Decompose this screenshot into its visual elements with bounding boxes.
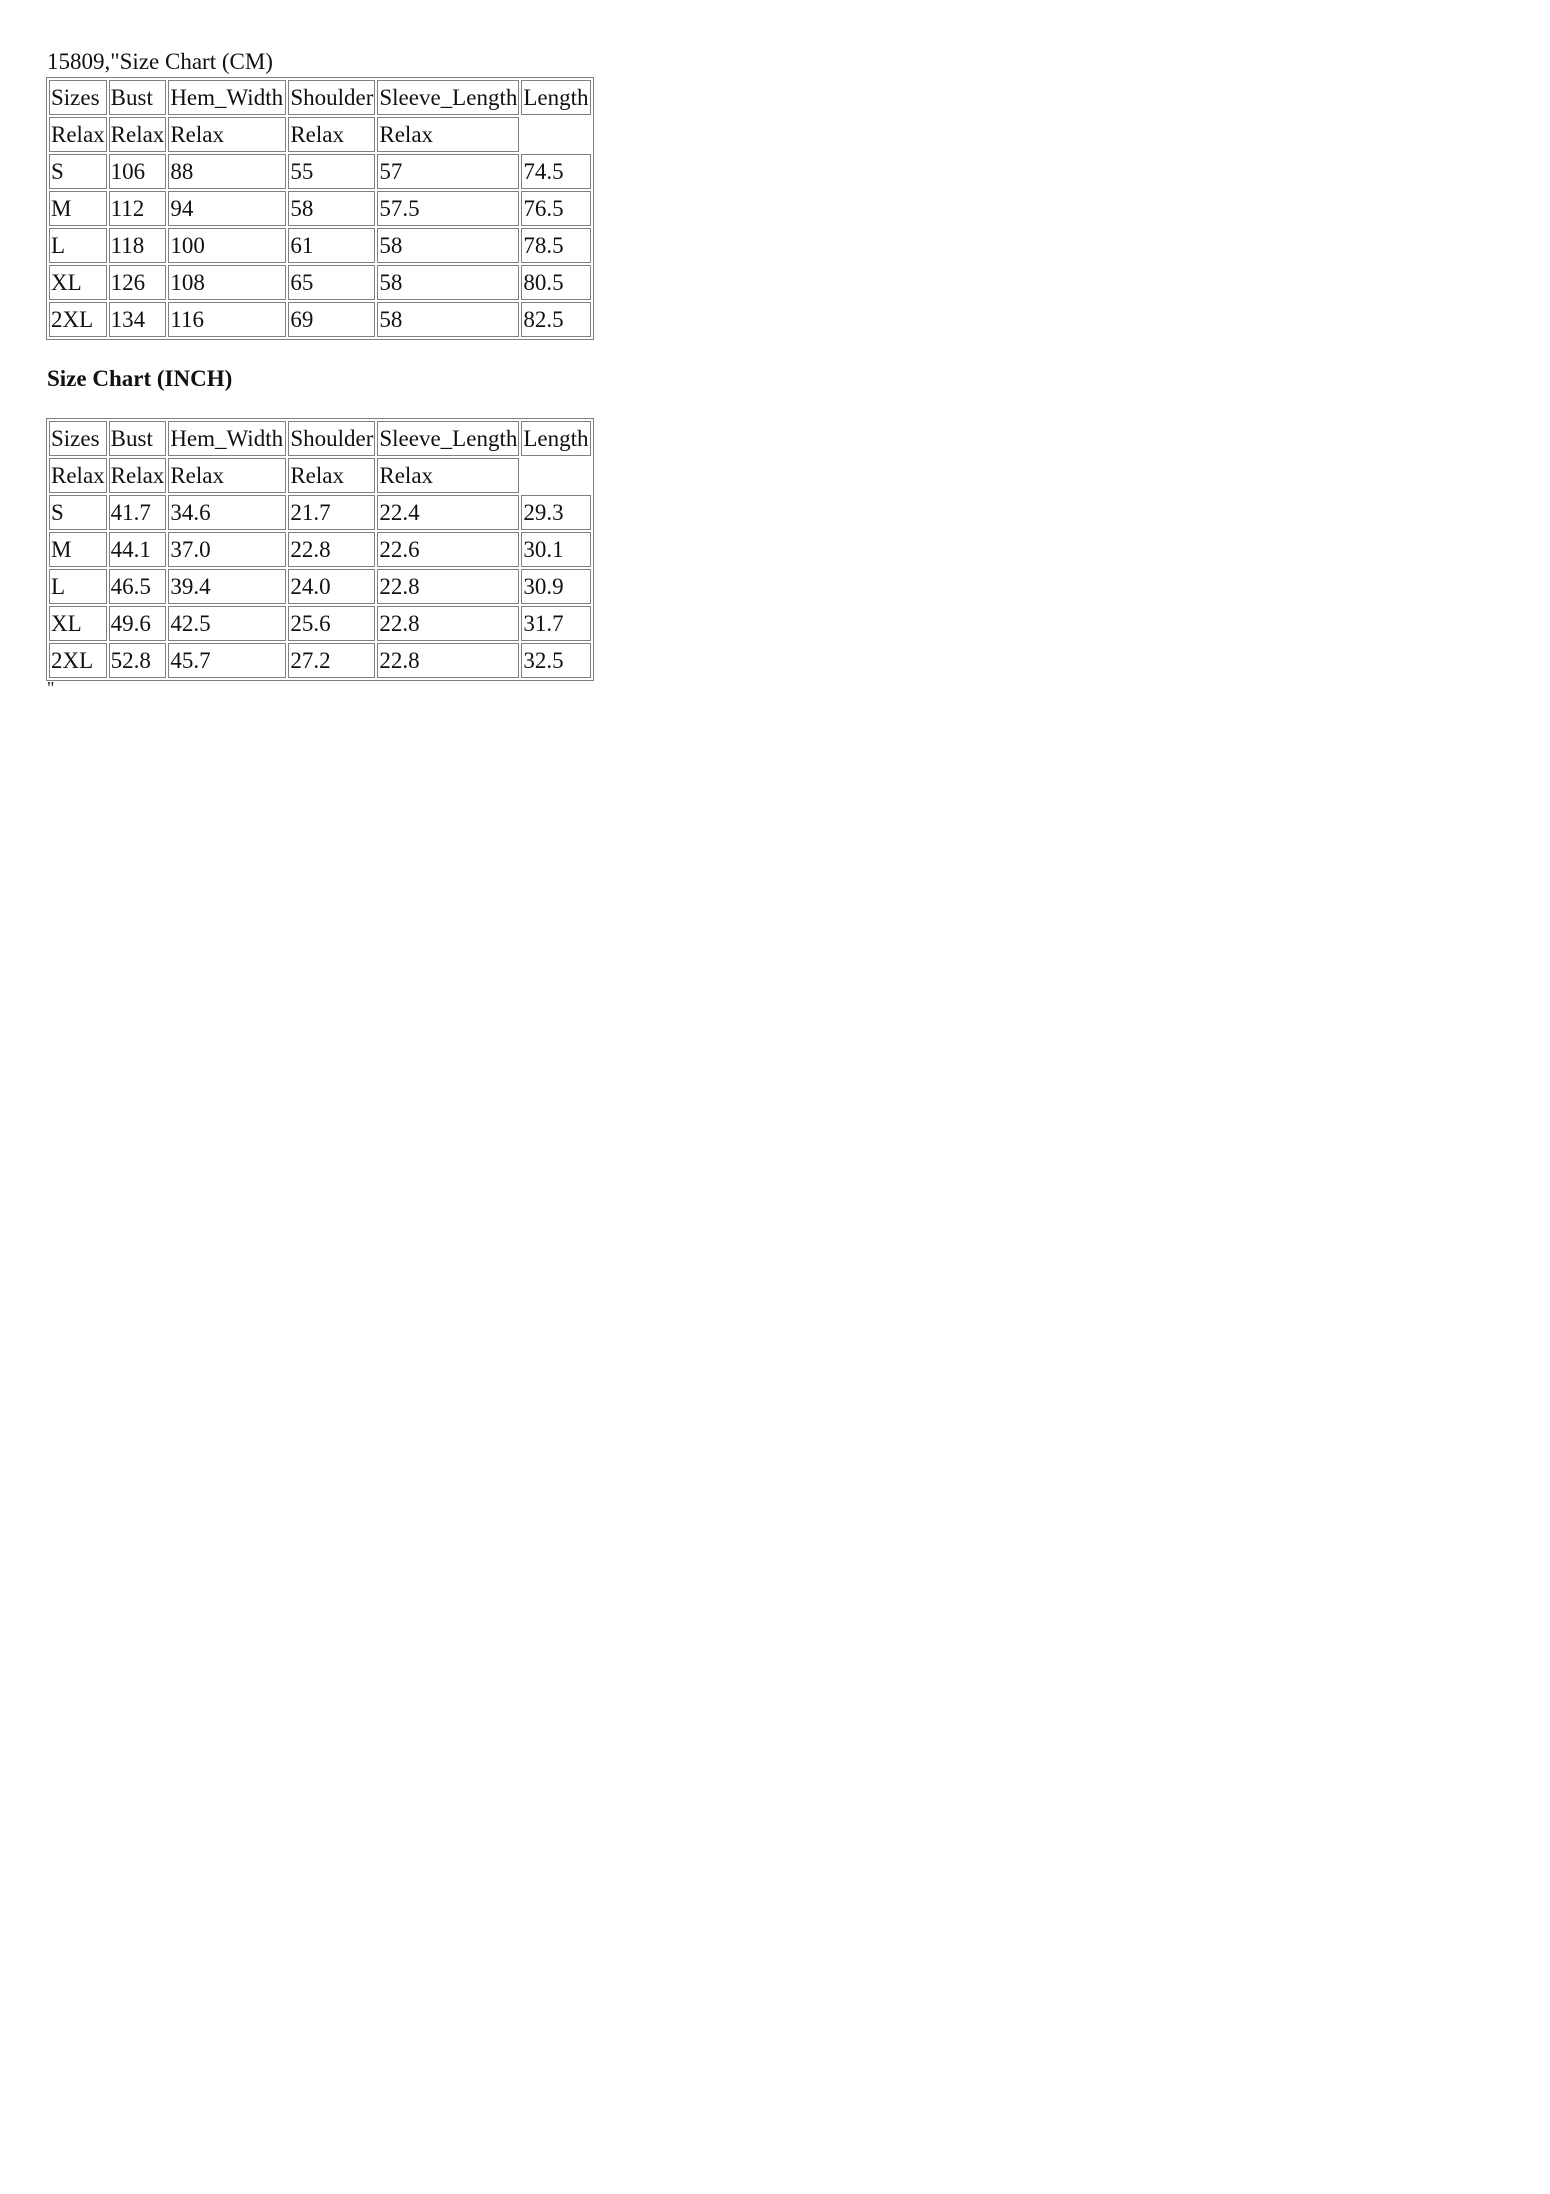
fit-cell: Relax: [168, 458, 286, 493]
shoulder-cell: 27.2: [288, 643, 375, 678]
hem-width-cell: 42.5: [168, 606, 286, 641]
hem-width-cell: 37.0: [168, 532, 286, 567]
shoulder-cell: 61: [288, 228, 375, 263]
table-header-row: [49, 421, 591, 456]
size-cell: M: [49, 191, 107, 226]
header-cell-sleeve-length: Sleeve_Length: [377, 421, 519, 456]
table-header-row: [49, 80, 591, 115]
fit-cell: Relax: [288, 458, 375, 493]
hem-width-cell: 39.4: [168, 569, 286, 604]
bust-cell: 118: [109, 228, 167, 263]
table-row: [49, 606, 591, 641]
sleeve-length-cell: 58: [377, 302, 519, 337]
hem-width-cell: 94: [168, 191, 286, 226]
sleeve-length-cell: 22.8: [377, 569, 519, 604]
length-cell: 82.5: [521, 302, 590, 337]
shoulder-cell: 21.7: [288, 495, 375, 530]
size-cell: XL: [49, 265, 107, 300]
length-cell: 32.5: [521, 643, 590, 678]
fit-row: [49, 117, 591, 152]
shoulder-cell: 25.6: [288, 606, 375, 641]
document-header: 15809,"Size Chart (CM): [47, 49, 273, 74]
length-cell: 31.7: [521, 606, 590, 641]
fit-cell: Relax: [377, 458, 519, 493]
size-cell: S: [49, 495, 107, 530]
fit-cell: Relax: [49, 458, 107, 493]
fit-cell: Relax: [288, 117, 375, 152]
shoulder-cell: 55: [288, 154, 375, 189]
header-cell-bust: Bust: [109, 80, 167, 115]
table-row: [49, 191, 591, 226]
fit-cell-empty: [521, 117, 590, 152]
size-cell: S: [49, 154, 107, 189]
header-cell-sizes: Sizes: [49, 421, 107, 456]
sleeve-length-cell: 57: [377, 154, 519, 189]
fit-cell: Relax: [49, 117, 107, 152]
length-cell: 78.5: [521, 228, 590, 263]
bust-cell: 41.7: [109, 495, 167, 530]
page-content: [47, 47, 594, 698]
fit-cell-empty: [521, 458, 590, 493]
shoulder-cell: 58: [288, 191, 375, 226]
header-cell-hem-width: Hem_Width: [168, 80, 286, 115]
hem-width-cell: 100: [168, 228, 286, 263]
table-row: [49, 569, 591, 604]
header-cell-shoulder: Shoulder: [288, 421, 375, 456]
table-row: [49, 154, 591, 189]
size-chart-inch-table: [46, 418, 594, 681]
fit-cell: Relax: [109, 458, 167, 493]
bust-cell: 134: [109, 302, 167, 337]
table-row: [49, 302, 591, 337]
bust-cell: 44.1: [109, 532, 167, 567]
length-cell: 74.5: [521, 154, 590, 189]
hem-width-cell: 34.6: [168, 495, 286, 530]
table-row: [49, 643, 591, 678]
fit-row: [49, 458, 591, 493]
sleeve-length-cell: 22.6: [377, 532, 519, 567]
shoulder-cell: 69: [288, 302, 375, 337]
fit-cell: Relax: [377, 117, 519, 152]
length-cell: 30.9: [521, 569, 590, 604]
size-cell: L: [49, 228, 107, 263]
table-row: [49, 228, 591, 263]
bust-cell: 126: [109, 265, 167, 300]
header-cell-shoulder: Shoulder: [288, 80, 375, 115]
size-cell: XL: [49, 606, 107, 641]
sleeve-length-cell: 22.8: [377, 606, 519, 641]
length-cell: 29.3: [521, 495, 590, 530]
bust-cell: 52.8: [109, 643, 167, 678]
hem-width-cell: 108: [168, 265, 286, 300]
length-cell: 80.5: [521, 265, 590, 300]
header-cell-length: Length: [521, 80, 590, 115]
hem-width-cell: 88: [168, 154, 286, 189]
bust-cell: 112: [109, 191, 167, 226]
size-cell: 2XL: [49, 302, 107, 337]
sleeve-length-cell: 58: [377, 265, 519, 300]
header-cell-length: Length: [521, 421, 590, 456]
table-row: [49, 495, 591, 530]
sleeve-length-cell: 58: [377, 228, 519, 263]
size-cell: M: [49, 532, 107, 567]
header-cell-hem-width: Hem_Width: [168, 421, 286, 456]
bust-cell: 106: [109, 154, 167, 189]
shoulder-cell: 65: [288, 265, 375, 300]
fit-cell: Relax: [168, 117, 286, 152]
table-row: [49, 265, 591, 300]
length-cell: 30.1: [521, 532, 590, 567]
size-chart-cm-table: [46, 77, 594, 340]
hem-width-cell: 116: [168, 302, 286, 337]
sleeve-length-cell: 22.4: [377, 495, 519, 530]
sleeve-length-cell: 57.5: [377, 191, 519, 226]
inch-section-title: Size Chart (INCH): [47, 366, 233, 391]
sleeve-length-cell: 22.8: [377, 643, 519, 678]
table-row: [49, 532, 591, 567]
hem-width-cell: 45.7: [168, 643, 286, 678]
header-cell-sizes: Sizes: [49, 80, 107, 115]
length-cell: 76.5: [521, 191, 590, 226]
header-cell-bust: Bust: [109, 421, 167, 456]
size-cell: L: [49, 569, 107, 604]
shoulder-cell: 22.8: [288, 532, 375, 567]
bust-cell: 46.5: [109, 569, 167, 604]
fit-cell: Relax: [109, 117, 167, 152]
header-cell-sleeve-length: Sleeve_Length: [377, 80, 519, 115]
bust-cell: 49.6: [109, 606, 167, 641]
size-cell: 2XL: [49, 643, 107, 678]
shoulder-cell: 24.0: [288, 569, 375, 604]
trailing-quote: ": [47, 678, 55, 698]
